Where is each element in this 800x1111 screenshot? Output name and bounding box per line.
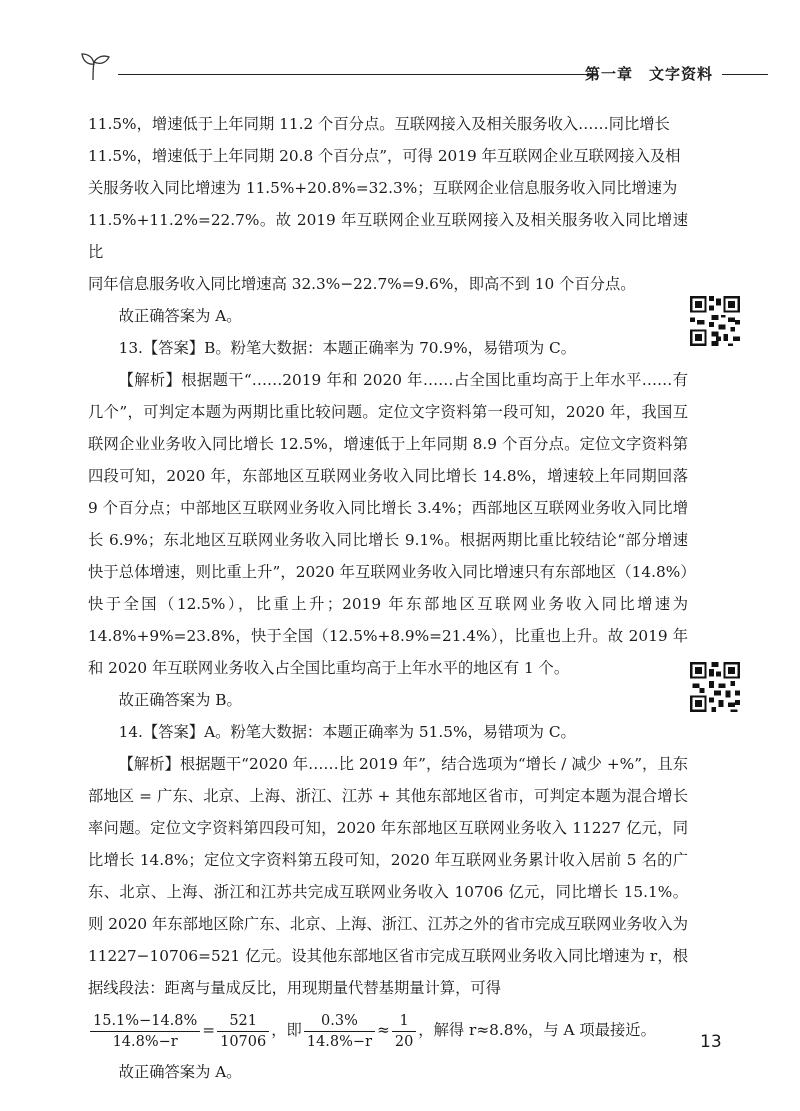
answer-line: 故正确答案为 A。 <box>118 307 242 325</box>
fraction: $\frac{15.1\%-14.8\%}{14.8\%-r}$ <box>90 1011 200 1052</box>
page-number: 13 <box>700 1032 722 1052</box>
fraction: $\frac{0.3\%}{14.8\%-r}$ <box>304 1011 375 1052</box>
qr-code-icon[interactable] <box>690 662 740 712</box>
sprout-icon <box>78 50 112 88</box>
answer-line: 故正确答案为 B。 <box>118 691 242 709</box>
fraction: $\frac{1}{20}$ <box>392 1011 416 1052</box>
solution-text <box>88 108 688 1088</box>
text-line: 关服务收入同比增速为 11.5%+20.8%=32.3%；互联网企业信息服务收入同比增速为 <box>88 179 678 197</box>
fraction: $\frac{521}{10706}$ <box>217 1011 269 1052</box>
qr-code-icon[interactable] <box>690 296 740 346</box>
q14-answer: 14.【答案】A。粉笔大数据：本题正确率为 51.5%，易错项为 C。 <box>118 723 576 741</box>
q13-analysis: 【解析】根据题干“……2019 年和 2020 年……占全国比重均高于上年水平……有几个”，可判定本题为两期比重比较问题。定位文字资料第一段可知，2020 年，我国互联网企业业务收入同比增长 12.5%，增速低于上年同期 8.9 个百分点。定位文字资料第四段可知，2020 年，东部地区互联网业务收入同比增长 14.8%，增速较上年同期回落 9 个百分点；中部地区互联网业务收入同比增长 3.4%；西部地区互联网业务收入同比增长 6.9%；东北地区互联网业务收入同比增长 9.1%。根据两期比重比较结论“部分增速快于总体增速，则比重上升”，2020 年互联网业务收入同比增速只有东部地区（14.8%）快于全国（12.5%），比重上升；2019 年东部地区互联网业务收入同比增速为 14.8%+9%=23.8%，快于全国（12.5%+8.9%=21.4%），比重也上升。故 2019 年和 2020 年互联网业务收入占全国比重均高于上年水平的地区有 1 个。 <box>88 371 688 677</box>
running-header <box>78 50 768 90</box>
header-tail-rule <box>722 74 768 75</box>
text-line: 11.5%，增速低于上年同期 20.8 个百分点”，可得 2019 年互联网企业互联网接入及相 <box>88 147 681 165</box>
text-line: 11.5%，增速低于上年同期 11.2 个百分点。互联网接入及相关服务收入……同比增长 <box>88 115 670 133</box>
chapter-title: 第一章 文字资料 <box>584 65 713 83</box>
answer-line: 故正确答案为 A。 <box>118 1063 242 1081</box>
q14-analysis: 【解析】根据题干“2020 年……比 2019 年”，结合选项为“增长 / 减少 +%”，且东部地区 = 广东、北京、上海、浙江、江苏 + 其他东部地区省市，可判定本题为混合增长率问题。定位文字资料第四段可知，2020 年东部地区互联网业务收入 11227 亿元，同比增长 14.8%；定位文字资料第五段可知，2020 年互联网业务累计收入居前 5 名的广东、北京、上海、浙江和江苏共完成互联网业务收入 10706 亿元，同比增长 15.1%。则 2020 年东部地区除广东、北京、上海、浙江、江苏之外的省市完成互联网业务收入为 11227−10706=521 亿元。设其他东部地区省市完成互联网业务收入同比增速为 r，根据线段法：距离与量成反比，用现期量代替基期量计算，可得 <box>88 755 688 997</box>
text-line: 11.5%+11.2%=22.7%。故 2019 年互联网企业互联网接入及相关服务收入同比增速比 <box>88 211 688 261</box>
text-line: 同年信息服务收入同比增速高 32.3%−22.7%=9.6%，即高不到 10 个百分点。 <box>88 275 636 293</box>
formula-line: $\frac{15.1\%-14.8\%}{14.8\%-r}$ = $\frac{521}{10706}$ ，即 $\frac{0.3\%}{14.8\%-r}$ ≈ $\frac{1}{20}$ ，解得 r≈8.8%，与 A 项最接近。 <box>88 1004 688 1056</box>
q13-answer: 13.【答案】B。粉笔大数据：本题正确率为 70.9%，易错项为 C。 <box>118 339 577 357</box>
header-rule <box>118 74 598 75</box>
